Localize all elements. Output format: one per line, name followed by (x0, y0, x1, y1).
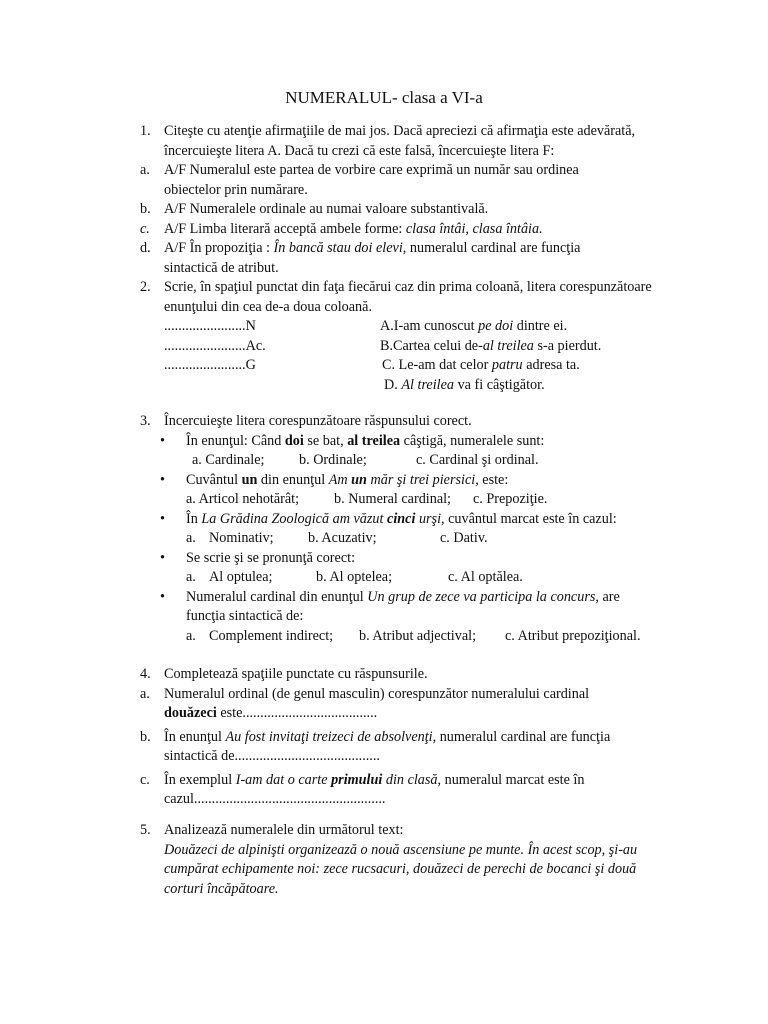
text-part: Cuvântul (186, 471, 242, 488)
item-text (164, 704, 377, 724)
item-text: Numeralul ordinal (de genul masculin) corespunzător numeralului cardinal (164, 685, 590, 702)
bold-word: un (241, 471, 258, 488)
item-label: c. (140, 771, 150, 788)
option-c: c. Cardinal şi ordinal. (416, 452, 539, 468)
item-label: c. (140, 220, 150, 237)
option-b: b. Numeral cardinal; (334, 491, 451, 507)
option-label: a. (186, 530, 196, 546)
italic-example: Un grup de zece va participa la concurs, (367, 588, 599, 605)
page-title: NUMERALUL- clasa a VI-a (285, 88, 483, 107)
text-part: A/F Limba literară acceptă ambele forme: (164, 220, 406, 237)
italic-example: I-am dat o carte (235, 771, 332, 788)
question-number: 5. (140, 822, 151, 838)
question-4 (0, 665, 768, 810)
match-option-c (382, 356, 580, 376)
question-text: Scrie, în spaţiul punctat din faţa fiecărui caz din prima coloană, litera corespunzătoare (164, 279, 652, 295)
text-part: A/F În propoziţia : (164, 240, 274, 256)
question-5 (0, 821, 768, 899)
question-text: Completează spaţiile punctate cu răspunsurile. (164, 666, 428, 682)
bold-word: douăzeci (164, 705, 217, 721)
italic-example: măr şi trei piersici (366, 471, 476, 488)
fill-blank: cazul...................................................... (164, 791, 386, 807)
question-number: 4. (140, 666, 151, 682)
item-text: sintactică de atribut. (164, 259, 279, 276)
option-b: b. Al optelea; (316, 569, 393, 585)
blank-left: .......................Ac. (164, 337, 266, 354)
item-label: d. (140, 240, 151, 256)
text-part: din enunţul (257, 471, 329, 488)
match-option-d (384, 376, 545, 396)
text-part: se bat, (303, 432, 348, 449)
text-part: Numeralul cardinal din enunţul (186, 588, 368, 605)
item-text: Se scrie şi se pronunţă corect: (186, 549, 356, 566)
option-b: b. Atribut adjectival; (359, 627, 477, 644)
option-c: c. Dativ. (440, 530, 488, 546)
text-part: s-a pierdut. (533, 337, 602, 354)
item-text (186, 588, 620, 608)
question-2 (0, 278, 768, 395)
text-part: numeralul cardinal are funcţia (436, 728, 611, 745)
match-option-b (380, 337, 601, 357)
option-a: Al optulea; (209, 569, 273, 585)
item-text: obiectelor prin numărare. (164, 181, 308, 198)
analysis-text: Douăzeci de alpinişti organizează o nouă ascensiune pe munte. În acest scop, şi-au (164, 841, 638, 858)
item-text (164, 771, 584, 791)
item-text: A/F Numeralul este partea de vorbire care exprimă un număr sau ordinea (164, 162, 579, 178)
option-b: b. Acuzativ; (308, 530, 377, 546)
analysis-text: corturi încăpătoare. (164, 880, 279, 897)
text-part: adresa ta. (522, 357, 580, 373)
text-part: , numeralul cardinal are funcţia (402, 240, 581, 256)
text-part: numeralul marcat este în (441, 771, 585, 788)
text-part: În enunţul: Când (186, 432, 285, 449)
item-label: b. (140, 201, 151, 217)
option-c: c. Al optălea. (448, 569, 523, 585)
question-number: 3. (140, 413, 151, 429)
fill-blank: sintactică de......................................... (164, 748, 380, 764)
match-option-a (380, 317, 567, 337)
item-text (164, 728, 610, 748)
option-label: a. (186, 627, 196, 644)
bullet: • (160, 471, 165, 488)
italic-example: patru (491, 357, 523, 373)
item-text (164, 239, 580, 259)
question-text: Citeşte cu atenţie afirmaţiile de mai jos. Dacă apreciezi că afirmaţia este adevărată, (164, 123, 636, 139)
option-c: c. Atribut prepoziţional. (505, 627, 641, 644)
italic-example: clasa întâi, clasa întâia. (405, 220, 543, 237)
item-text: funcţia sintactică de: (186, 608, 304, 624)
blank-left: .......................N (164, 318, 256, 334)
item-text (164, 220, 543, 240)
bold-word: al treilea (347, 432, 401, 449)
question-text: încercuieşte litera A. Dacă tu crezi că este falsă, încercuieşte litera F: (164, 142, 555, 159)
item-text (186, 510, 617, 530)
bold-word: primului (331, 771, 383, 788)
italic-example: al treilea (482, 337, 534, 354)
question-text: enunţului din cea de-a doua coloană. (164, 298, 372, 315)
question-number: 1. (140, 123, 151, 139)
text-part: , cuvântul marcat este în cazul: (441, 510, 617, 527)
bullet: • (160, 588, 165, 605)
option-a: a. Cardinale; (192, 452, 265, 468)
question-text: Analizează numeralele din următorul text: (164, 822, 404, 838)
bullet: • (160, 432, 165, 449)
italic-example: Am (328, 471, 352, 488)
text-part: C. Le-am dat celor (382, 357, 492, 373)
text-part: B.Cartea celui de- (380, 337, 483, 354)
fill-blank: este...................................... (216, 705, 378, 721)
item-label: a. (140, 685, 150, 702)
text-part: În (186, 510, 202, 527)
question-number: 2. (140, 279, 151, 295)
option-a: Nominativ; (209, 530, 274, 546)
question-text: Încercuieşte litera corespunzătoare răspunsului corect. (164, 413, 472, 429)
option-a: Complement indirect; (209, 627, 334, 644)
blank-left: .......................G (164, 357, 256, 373)
option-a: a. Articol nehotărât; (186, 491, 300, 507)
italic-example: Au fost invitaţi treizeci de absolvenţi, (225, 728, 437, 745)
option-c: c. Prepoziţie. (473, 491, 548, 507)
text-part: A.I-am cunoscut (380, 318, 479, 334)
text-part: va fi câştigător. (454, 376, 545, 393)
item-text (186, 432, 544, 452)
bold-word: cinci (387, 510, 416, 527)
italic-example: Al treilea (401, 376, 455, 393)
option-label: a. (186, 569, 196, 585)
text-part: În exemplul (164, 771, 236, 788)
italic-example: din clasă, (382, 771, 442, 788)
item-label: a. (140, 162, 150, 178)
bullet: • (160, 510, 165, 527)
item-text: A/F Numeralele ordinale au numai valoare substantivală. (164, 201, 489, 217)
question-3 (0, 412, 768, 646)
text-part: câştigă, numeralele sunt: (400, 432, 545, 449)
option-b: b. Ordinale; (299, 452, 367, 468)
item-text (186, 471, 508, 491)
question-1 (0, 122, 768, 278)
italic-example: La Grădina Zoologică am văzut (201, 510, 388, 527)
italic-example: pe doi (478, 318, 514, 334)
text-part: D. (384, 376, 402, 393)
bold-word: doi (284, 432, 304, 449)
text-part: are (598, 588, 620, 605)
text-part: În enunţul (164, 728, 226, 745)
italic-example: urşi (415, 510, 442, 527)
text-part: , este: (475, 471, 509, 488)
bullet: • (160, 549, 165, 566)
italic-example: În bancă stau doi elevi (273, 240, 403, 256)
text-part: dintre ei. (513, 318, 568, 334)
analysis-text: cumpărat echipamente noi: zece rucsacuri, douăzeci de perechi de bocanci şi două (164, 861, 637, 877)
bold-word: un (351, 471, 367, 488)
item-label: b. (140, 728, 151, 745)
